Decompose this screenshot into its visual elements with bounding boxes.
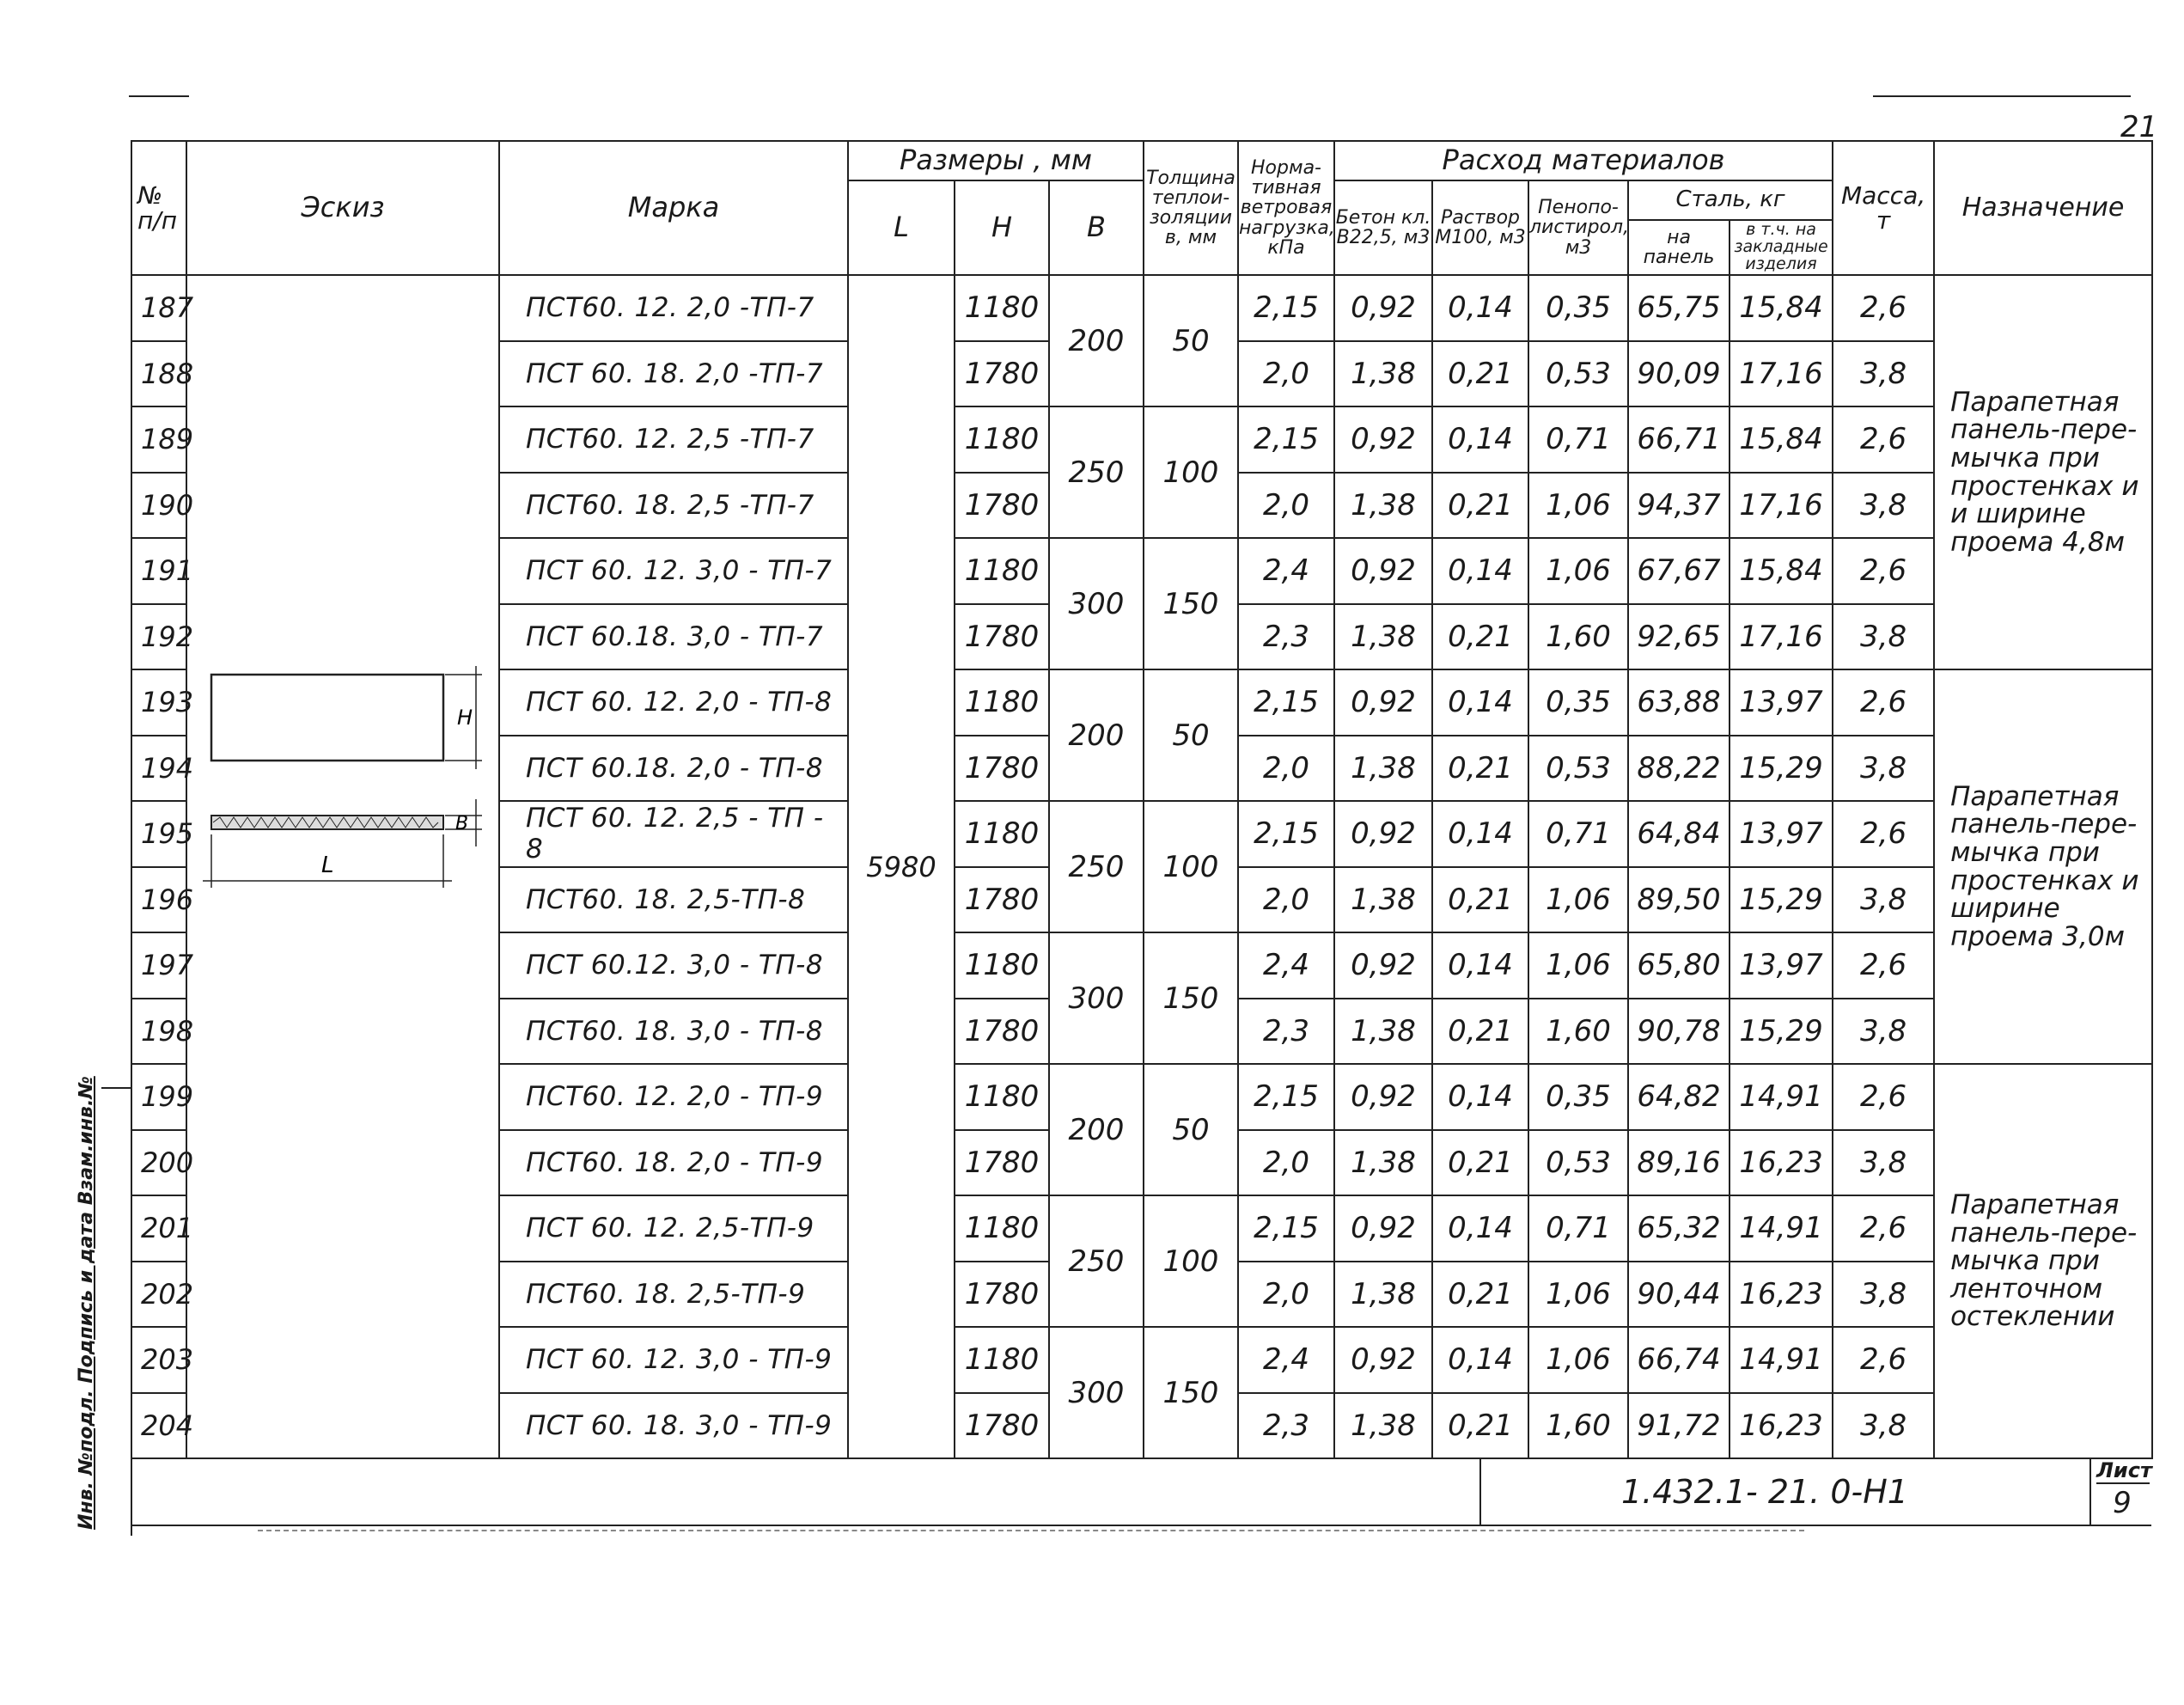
cell-t: 150 bbox=[1144, 538, 1238, 669]
cell-mark: ПСТ60. 12. 2,0 -ТП-7 bbox=[499, 275, 848, 341]
cell-length: 5980 bbox=[848, 275, 955, 1458]
cell-mortar: 0,14 bbox=[1432, 801, 1528, 867]
cell-emb: 13,97 bbox=[1730, 801, 1833, 867]
cell-emb: 15,29 bbox=[1730, 736, 1833, 802]
cell-n: 192 bbox=[131, 604, 186, 670]
cell-concrete: 0,92 bbox=[1334, 406, 1432, 473]
cell-mass: 2,6 bbox=[1833, 669, 1934, 736]
cell-H: 1180 bbox=[955, 538, 1049, 604]
header-insulation: Толщина теплои-золяции в, мм bbox=[1144, 141, 1238, 275]
cell-H: 1780 bbox=[955, 867, 1049, 933]
cell-load: 2,4 bbox=[1238, 932, 1334, 999]
cell-foam: 1,06 bbox=[1528, 932, 1628, 999]
cell-n: 199 bbox=[131, 1064, 186, 1130]
cell-mass: 2,6 bbox=[1833, 932, 1934, 999]
cell-steel: 90,44 bbox=[1628, 1262, 1730, 1328]
cell-emb: 16,23 bbox=[1730, 1393, 1833, 1459]
cell-mark: ПСТ 60. 12. 3,0 - ТП-7 bbox=[499, 538, 848, 604]
header-L: L bbox=[848, 180, 955, 275]
cell-B: 200 bbox=[1049, 669, 1144, 801]
cell-mass: 2,6 bbox=[1833, 406, 1934, 473]
sketch-label-L: L bbox=[321, 852, 334, 878]
cell-mass: 2,6 bbox=[1833, 1064, 1934, 1130]
cell-foam: 1,60 bbox=[1528, 604, 1628, 670]
cell-concrete: 0,92 bbox=[1334, 538, 1432, 604]
cell-load: 2,0 bbox=[1238, 341, 1334, 407]
cell-mortar: 0,14 bbox=[1432, 1327, 1528, 1393]
cell-H: 1780 bbox=[955, 1393, 1049, 1459]
cell-mass: 3,8 bbox=[1833, 473, 1934, 539]
cell-B: 300 bbox=[1049, 932, 1144, 1064]
cell-foam: 1,06 bbox=[1528, 1262, 1628, 1328]
cell-load: 2,0 bbox=[1238, 1130, 1334, 1196]
cell-concrete: 1,38 bbox=[1334, 1262, 1432, 1328]
cell-mortar: 0,21 bbox=[1432, 1262, 1528, 1328]
cell-t: 50 bbox=[1144, 669, 1238, 801]
cell-t: 100 bbox=[1144, 801, 1238, 932]
cell-steel: 65,75 bbox=[1628, 275, 1730, 341]
cell-mass: 3,8 bbox=[1833, 736, 1934, 802]
cell-steel: 64,84 bbox=[1628, 801, 1730, 867]
cell-emb: 15,29 bbox=[1730, 867, 1833, 933]
cell-steel: 91,72 bbox=[1628, 1393, 1730, 1459]
cell-n: 200 bbox=[131, 1130, 186, 1196]
cell-H: 1180 bbox=[955, 1327, 1049, 1393]
cell-emb: 13,97 bbox=[1730, 669, 1833, 736]
cell-steel: 94,37 bbox=[1628, 473, 1730, 539]
cell-mark: ПСТ60. 18. 2,0 - ТП-9 bbox=[499, 1130, 848, 1196]
cell-mass: 2,6 bbox=[1833, 538, 1934, 604]
cell-concrete: 1,38 bbox=[1334, 999, 1432, 1065]
cell-H: 1780 bbox=[955, 341, 1049, 407]
cell-mass: 3,8 bbox=[1833, 999, 1934, 1065]
cell-n: 193 bbox=[131, 669, 186, 736]
cell-n: 194 bbox=[131, 736, 186, 802]
table-row bbox=[131, 275, 2152, 341]
cell-n: 202 bbox=[131, 1262, 186, 1328]
cell-load: 2,0 bbox=[1238, 473, 1334, 539]
cell-t: 100 bbox=[1144, 406, 1238, 538]
cell-mark: ПСТ 60.18. 3,0 - ТП-7 bbox=[499, 604, 848, 670]
cell-mass: 2,6 bbox=[1833, 1195, 1934, 1262]
cell-emb: 16,23 bbox=[1730, 1130, 1833, 1196]
cell-mark: ПСТ60. 18. 3,0 - ТП-8 bbox=[499, 999, 848, 1065]
cell-B: 300 bbox=[1049, 538, 1144, 669]
header-foam: Пенопо-листирол, м3 bbox=[1528, 180, 1628, 275]
cell-mark: ПСТ 60. 12. 3,0 - ТП-9 bbox=[499, 1327, 848, 1393]
cell-H: 1780 bbox=[955, 604, 1049, 670]
cell-load: 2,3 bbox=[1238, 999, 1334, 1065]
cell-emb: 13,97 bbox=[1730, 932, 1833, 999]
cell-mortar: 0,14 bbox=[1432, 669, 1528, 736]
cell-mortar: 0,14 bbox=[1432, 1064, 1528, 1130]
cell-mark: ПСТ60. 12. 2,5 -ТП-7 bbox=[499, 406, 848, 473]
header-steel: Сталь, кг bbox=[1628, 180, 1833, 220]
header-B: B bbox=[1049, 180, 1144, 275]
cell-mass: 3,8 bbox=[1833, 1130, 1934, 1196]
header-concrete: Бетон кл. В22,5, м3 bbox=[1334, 180, 1432, 275]
cell-n: 201 bbox=[131, 1195, 186, 1262]
cell-concrete: 1,38 bbox=[1334, 1393, 1432, 1459]
cell-n: 188 bbox=[131, 341, 186, 407]
cell-load: 2,15 bbox=[1238, 275, 1334, 341]
cell-emb: 14,91 bbox=[1730, 1064, 1833, 1130]
sheet-page-number: 9 bbox=[2113, 1486, 2132, 1520]
cell-H: 1780 bbox=[955, 999, 1049, 1065]
cell-mortar: 0,21 bbox=[1432, 999, 1528, 1065]
cell-B: 200 bbox=[1049, 275, 1144, 406]
cell-foam: 1,06 bbox=[1528, 1327, 1628, 1393]
cell-B: 300 bbox=[1049, 1327, 1144, 1458]
sketch-cell bbox=[186, 275, 499, 1458]
header-sketch: Эскиз bbox=[186, 141, 499, 275]
cell-steel: 88,22 bbox=[1628, 736, 1730, 802]
cell-n: 187 bbox=[131, 275, 186, 341]
sheet-box bbox=[2089, 1458, 2153, 1525]
document-code: 1.432.1- 21. 0-Н1 bbox=[1479, 1458, 2048, 1525]
cell-mark: ПСТ60. 18. 2,5 -ТП-7 bbox=[499, 473, 848, 539]
cell-purpose: Парапетная панель-пере-мычка при простенках и ширине проема 3,0м bbox=[1934, 669, 2152, 1064]
cell-mortar: 0,14 bbox=[1432, 406, 1528, 473]
cell-mark: ПСТ60. 18. 2,5-ТП-8 bbox=[499, 867, 848, 933]
top-rule-left bbox=[129, 95, 189, 97]
cell-t: 50 bbox=[1144, 1064, 1238, 1195]
top-rule-right bbox=[1873, 95, 2131, 97]
cell-mortar: 0,21 bbox=[1432, 867, 1528, 933]
cell-foam: 0,53 bbox=[1528, 341, 1628, 407]
header-purpose: Назначение bbox=[1934, 141, 2152, 275]
cell-mass: 3,8 bbox=[1833, 1393, 1934, 1459]
cell-load: 2,0 bbox=[1238, 867, 1334, 933]
cell-H: 1780 bbox=[955, 1262, 1049, 1328]
cell-foam: 0,71 bbox=[1528, 801, 1628, 867]
cell-concrete: 1,38 bbox=[1334, 1130, 1432, 1196]
cell-steel: 90,09 bbox=[1628, 341, 1730, 407]
cell-t: 100 bbox=[1144, 1195, 1238, 1327]
cell-H: 1180 bbox=[955, 669, 1049, 736]
cell-foam: 1,60 bbox=[1528, 1393, 1628, 1459]
cell-mass: 3,8 bbox=[1833, 1262, 1934, 1328]
cell-B: 250 bbox=[1049, 1195, 1144, 1327]
cell-steel: 64,82 bbox=[1628, 1064, 1730, 1130]
sketch-label-B: B bbox=[455, 813, 469, 834]
cell-foam: 1,06 bbox=[1528, 867, 1628, 933]
cell-mark: ПСТ 60. 18. 2,0 -ТП-7 bbox=[499, 341, 848, 407]
cell-foam: 0,53 bbox=[1528, 1130, 1628, 1196]
cell-n: 203 bbox=[131, 1327, 186, 1393]
cell-concrete: 0,92 bbox=[1334, 932, 1432, 999]
cell-concrete: 1,38 bbox=[1334, 341, 1432, 407]
materials-table-wrapper bbox=[131, 140, 2151, 1459]
cell-mortar: 0,14 bbox=[1432, 932, 1528, 999]
cell-H: 1180 bbox=[955, 801, 1049, 867]
cell-mass: 3,8 bbox=[1833, 341, 1934, 407]
bottom-rule bbox=[131, 1525, 2151, 1526]
cell-load: 2,15 bbox=[1238, 801, 1334, 867]
cell-mass: 3,8 bbox=[1833, 867, 1934, 933]
cell-emb: 17,16 bbox=[1730, 473, 1833, 539]
dashed-rule bbox=[258, 1530, 1804, 1531]
cell-B: 200 bbox=[1049, 1064, 1144, 1195]
cell-concrete: 0,92 bbox=[1334, 1195, 1432, 1262]
cell-mortar: 0,21 bbox=[1432, 604, 1528, 670]
cell-concrete: 1,38 bbox=[1334, 736, 1432, 802]
header-steel-panel: на панель bbox=[1628, 220, 1730, 275]
cell-mortar: 0,14 bbox=[1432, 538, 1528, 604]
cell-n: 204 bbox=[131, 1393, 186, 1459]
cell-foam: 0,35 bbox=[1528, 669, 1628, 736]
sheet-label: Лист bbox=[2096, 1458, 2152, 1482]
cell-foam: 1,06 bbox=[1528, 473, 1628, 539]
cell-steel: 92,65 bbox=[1628, 604, 1730, 670]
cell-emb: 16,23 bbox=[1730, 1262, 1833, 1328]
cell-load: 2,3 bbox=[1238, 604, 1334, 670]
cell-mortar: 0,21 bbox=[1432, 1130, 1528, 1196]
cell-mortar: 0,21 bbox=[1432, 1393, 1528, 1459]
cell-concrete: 0,92 bbox=[1334, 1327, 1432, 1393]
cell-foam: 0,71 bbox=[1528, 1195, 1628, 1262]
cell-mortar: 0,21 bbox=[1432, 341, 1528, 407]
panel-sketch bbox=[203, 666, 495, 907]
cell-purpose: Парапетная панель-пере-мычка при ленточном остеклении bbox=[1934, 1064, 2152, 1458]
cell-load: 2,15 bbox=[1238, 406, 1334, 473]
cell-steel: 63,88 bbox=[1628, 669, 1730, 736]
materials-table bbox=[131, 140, 2153, 1459]
header-steel-embedded: в т.ч. на закладные изделия bbox=[1730, 220, 1833, 275]
cell-concrete: 1,38 bbox=[1334, 604, 1432, 670]
cell-mortar: 0,14 bbox=[1432, 275, 1528, 341]
cell-foam: 0,53 bbox=[1528, 736, 1628, 802]
cell-n: 195 bbox=[131, 801, 186, 867]
cell-steel: 90,78 bbox=[1628, 999, 1730, 1065]
side-stamp-text: Инв. №подл. Подпись и дата Взам.инв.№ bbox=[76, 1076, 97, 1530]
header-dims: Размеры , мм bbox=[848, 141, 1144, 180]
header-mortar: Раствор М100, м3 bbox=[1432, 180, 1528, 275]
cell-t: 150 bbox=[1144, 932, 1238, 1064]
table-body bbox=[131, 275, 2152, 1458]
cell-mark: ПСТ 60. 18. 3,0 - ТП-9 bbox=[499, 1393, 848, 1459]
cell-mark: ПСТ60. 18. 2,5-ТП-9 bbox=[499, 1262, 848, 1328]
cell-H: 1780 bbox=[955, 736, 1049, 802]
header-load: Норма-тивная ветровая нагрузка, кПа bbox=[1238, 141, 1334, 275]
cell-load: 2,0 bbox=[1238, 1262, 1334, 1328]
cell-load: 2,15 bbox=[1238, 1195, 1334, 1262]
cell-concrete: 1,38 bbox=[1334, 867, 1432, 933]
cell-steel: 89,16 bbox=[1628, 1130, 1730, 1196]
cell-H: 1780 bbox=[955, 473, 1049, 539]
cell-mark: ПСТ 60.18. 2,0 - ТП-8 bbox=[499, 736, 848, 802]
left-stamp-frame bbox=[101, 1087, 132, 1536]
cell-mortar: 0,14 bbox=[1432, 1195, 1528, 1262]
cell-steel: 89,50 bbox=[1628, 867, 1730, 933]
cell-load: 2,4 bbox=[1238, 1327, 1334, 1393]
cell-B: 250 bbox=[1049, 406, 1144, 538]
cell-purpose: Парапетная панель-пере-мычка при простенках и и ширине проема 4,8м bbox=[1934, 275, 2152, 669]
cell-mark: ПСТ60. 12. 2,0 - ТП-9 bbox=[499, 1064, 848, 1130]
cell-foam: 1,06 bbox=[1528, 538, 1628, 604]
cell-mark: ПСТ 60. 12. 2,5 - ТП - 8 bbox=[499, 801, 848, 867]
cell-load: 2,4 bbox=[1238, 538, 1334, 604]
cell-concrete: 1,38 bbox=[1334, 473, 1432, 539]
cell-mass: 3,8 bbox=[1833, 604, 1934, 670]
cell-load: 2,0 bbox=[1238, 736, 1334, 802]
sheet-number-top: 21 bbox=[2120, 110, 2158, 144]
cell-steel: 65,32 bbox=[1628, 1195, 1730, 1262]
cell-mass: 2,6 bbox=[1833, 275, 1934, 341]
cell-steel: 66,71 bbox=[1628, 406, 1730, 473]
cell-emb: 15,29 bbox=[1730, 999, 1833, 1065]
cell-emb: 14,91 bbox=[1730, 1327, 1833, 1393]
header-mark: Марка bbox=[499, 141, 848, 275]
header-mass: Масса, т bbox=[1833, 141, 1934, 275]
cell-emb: 15,84 bbox=[1730, 275, 1833, 341]
cell-t: 150 bbox=[1144, 1327, 1238, 1458]
cell-mortar: 0,21 bbox=[1432, 473, 1528, 539]
cell-foam: 0,71 bbox=[1528, 406, 1628, 473]
cell-mark: ПСТ 60.12. 3,0 - ТП-8 bbox=[499, 932, 848, 999]
cell-mortar: 0,21 bbox=[1432, 736, 1528, 802]
cell-B: 250 bbox=[1049, 801, 1144, 932]
cell-H: 1180 bbox=[955, 406, 1049, 473]
cell-mass: 2,6 bbox=[1833, 801, 1934, 867]
cell-n: 189 bbox=[131, 406, 186, 473]
cell-emb: 14,91 bbox=[1730, 1195, 1833, 1262]
cell-load: 2,15 bbox=[1238, 1064, 1334, 1130]
cell-n: 198 bbox=[131, 999, 186, 1065]
cell-foam: 0,35 bbox=[1528, 1064, 1628, 1130]
cell-concrete: 0,92 bbox=[1334, 275, 1432, 341]
cell-mark: ПСТ 60. 12. 2,5-ТП-9 bbox=[499, 1195, 848, 1262]
cell-load: 2,3 bbox=[1238, 1393, 1334, 1459]
cell-steel: 66,74 bbox=[1628, 1327, 1730, 1393]
cell-emb: 15,84 bbox=[1730, 406, 1833, 473]
cell-mark: ПСТ 60. 12. 2,0 - ТП-8 bbox=[499, 669, 848, 736]
cell-mass: 2,6 bbox=[1833, 1327, 1934, 1393]
cell-load: 2,15 bbox=[1238, 669, 1334, 736]
cell-steel: 65,80 bbox=[1628, 932, 1730, 999]
cell-foam: 0,35 bbox=[1528, 275, 1628, 341]
cell-emb: 15,84 bbox=[1730, 538, 1833, 604]
cell-H: 1180 bbox=[955, 1195, 1049, 1262]
cell-concrete: 0,92 bbox=[1334, 669, 1432, 736]
cell-foam: 1,60 bbox=[1528, 999, 1628, 1065]
sketch-label-H: H bbox=[457, 706, 473, 730]
cell-t: 50 bbox=[1144, 275, 1238, 406]
cell-H: 1180 bbox=[955, 275, 1049, 341]
cell-emb: 17,16 bbox=[1730, 341, 1833, 407]
cell-n: 197 bbox=[131, 932, 186, 999]
cell-steel: 67,67 bbox=[1628, 538, 1730, 604]
cell-H: 1180 bbox=[955, 932, 1049, 999]
cell-emb: 17,16 bbox=[1730, 604, 1833, 670]
cell-concrete: 0,92 bbox=[1334, 1064, 1432, 1130]
header-H: H bbox=[955, 180, 1049, 275]
sketch-panel-front bbox=[211, 675, 443, 761]
header-materials: Расход материалов bbox=[1334, 141, 1833, 180]
cell-H: 1780 bbox=[955, 1130, 1049, 1196]
cell-H: 1180 bbox=[955, 1064, 1049, 1130]
header-num: № п/п bbox=[131, 141, 186, 275]
cell-n: 196 bbox=[131, 867, 186, 933]
cell-n: 191 bbox=[131, 538, 186, 604]
cell-n: 190 bbox=[131, 473, 186, 539]
cell-concrete: 0,92 bbox=[1334, 801, 1432, 867]
title-block bbox=[131, 1458, 2151, 1525]
